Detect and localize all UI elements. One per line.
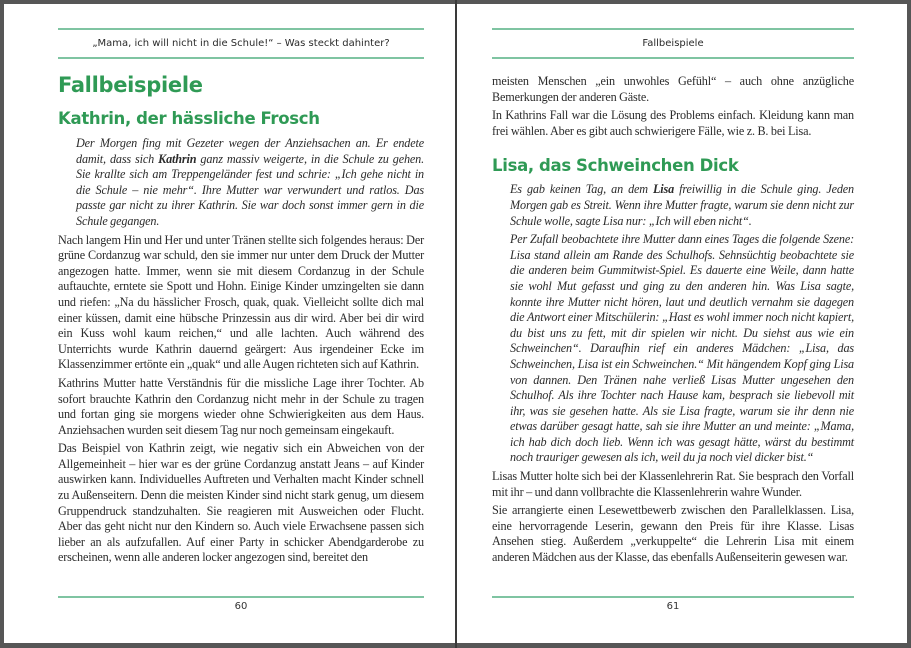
- quote-text: Es gab keinen Tag, an dem: [510, 182, 653, 197]
- case-quote: [76, 136, 424, 230]
- quote-text: Der Morgen fing mit Gezeter wegen der Anziehsachen an. Er endete damit, dass sich: [76, 136, 424, 166]
- paragraph: Lisas Mutter holte sich bei der Klassenlehrerin Rat. Sie besprach den Vorfall mit ihr – und dann vollbrachte die Klassenlehrerin wahre Wunder.: [492, 469, 854, 499]
- page-body: [58, 70, 424, 569]
- paragraph: Nach langem Hin und Her und unter Tränen stellte sich folgendes heraus: Der grüne Cordanzug war schuld, den sie immer nur unter dem Druck der Mutter angezogen hatte. Immer, wenn sie mit diesem Cordanzug in der Schule auftauchte, erntete sie Spott und Hohn. Einige Kinder umzingelten sie dann und riefen: „Na du hässlicher Frosch, quak, quak. Vielleicht sollte dich mal einer küssen, damit eine hübsche Prinzessin aus dir wird. Aber bei dir wird ein Kuss wohl kaum reichen,“ und alle lachten. Auch während des Unterrichts wurde Kathrin dauernd geärgert: Aus irgendeiner Ecke im Klassenzimmer ertönte ein „quak“ und alle Augen richteten sich auf Kathrin.: [58, 232, 424, 372]
- left-page: [4, 4, 455, 643]
- running-head: Fallbeispiele: [492, 28, 854, 59]
- right-page: [457, 4, 907, 643]
- case-quote: Per Zufall beobachtete ihre Mutter dann eines Tages die folgende Szene: Lisa stand allein am Rande des Schulhofs. Sehnsüchtig beobachtete sie die anderen beim Gummitwist-Spiel. Es dauerte eine Weile, dann hatte sie wohl Mut gefasst und ging zu den anderen hin. Was Lisa sagte, konnte ihre Mutter nicht hören, laut und deutlich vernahm sie dagegen die Antwort einer Mitschülerin: „Hast es wohl immer noch nicht kapiert, du bist uns zu fett, mit dir spielen wir nicht. Du siehst aus wie ein Schweinchen“. Daraufhin rief ein anderes Mädchen: „Lisa, das Schweinchen, Lisa ist ein Schweinchen.“ Mit hängendem Kopf ging Lisa von dannen. Den Tränen nahe verließ Lisas Mutter ungesehen den Schulhof. Als ihre Tochter nach Hause kam, besprach sie liebevoll mit ihr, was sie gesehen hatte. Als sie Lisa fragte, warum sie ihr denn nie etwas darüber gesagt hatte, sah sie ihre Mutter an und meinte: „Mama, ich hab dich doch lieb. Wenn ich was gesagt hätte, wärst du bestimmt noch trauriger gewesen als ich, weil du ja noch viel dicker bist.“: [510, 232, 854, 465]
- running-head: „Mama, ich will nicht in die Schule!“ – Was steckt dahinter?: [58, 28, 424, 59]
- page-number: 60: [234, 601, 248, 612]
- chapter-title: Fallbeispiele: [58, 73, 203, 97]
- quote-text: freiwillig in die Schule ging. Jeden Morgen gab es Streit. Wenn ihre Mutter fragte, warum sie denn nicht zur Schule wolle, sagte Lisa nur: „Ich will eben nicht“.: [510, 182, 854, 228]
- paragraph: Sie arrangierte einen Lesewettbewerb zwischen den Parallelklassen. Lisa, eine hervorragende Leserin, gewann den Preis für ihre Klasse. Lisas Ansehen stieg. Außerdem „verkuppelte“ die Lehrerin Lisa mit einem anderen Mädchen aus der Klasse, das ebenfalls Außenseiterin gewesen war.: [492, 503, 854, 565]
- paragraph: In Kathrins Fall war die Lösung des Problems einfach. Kleidung kann man frei wählen. Aber es gibt auch schwierigere Fälle, wie z. B. bei Lisa.: [492, 108, 854, 138]
- footer-rule: [492, 596, 854, 598]
- case-quote: [510, 182, 854, 229]
- footer-rule: [58, 596, 424, 598]
- paragraph: Das Beispiel von Kathrin zeigt, wie negativ sich ein Abweichen von der Allgemeinheit – hier war es der grüne Cordanzug anstatt Jeans – auf Kinder auswirken kann. Individuelles Auftreten und Verhalten macht Kinder schnell zu Außenseitern. Denn die meisten Kinder sind nicht stark genug, um diesem Gruppendruck standzuhalten. Sie reagieren mit Ausweichen oder Flucht. Aber das geht nicht nur den Kindern so. Auch viele Erwachsene passen sich lieber an als aufzufallen. Auf einer Party in schicker Abendgarderobe zu erscheinen, wenn alle anderen locker angezogen sind, bereitet den: [58, 441, 424, 565]
- section-title: Kathrin, der hässliche Frosch: [58, 109, 320, 128]
- paragraph: meisten Menschen „ein unwohles Gefühl“ – auch ohne anzügliche Bemerkungen der anderen Gäste.: [492, 74, 854, 104]
- quote-name: Kathrin: [158, 151, 197, 166]
- quote-text: ganz massiv weigerte, in die Schule zu gehen. Sie krallte sich am Treppengeländer fest und schrie: „Ich gehe nicht in die Schule – nie mehr“. Ihre Mutter war verwundert und ratlos. Das passte gar nicht zu ihrer Kathrin. Sie war doch sonst immer gern in die Schule gegangen.: [76, 151, 424, 228]
- page-body: [492, 74, 854, 569]
- page-number: 61: [666, 601, 680, 612]
- quote-name: Lisa: [653, 182, 675, 197]
- paragraph: Kathrins Mutter hatte Verständnis für die missliche Lage ihrer Tochter. Ab sofort brauchte Kathrin den Cordanzug nicht mehr in der Schule zu tragen und fortan ging sie morgens wieder ohne Schwierigkeiten aus dem Haus. Anziehsachen wurden seit diesem Tag nur noch gemeinsam eingekauft.: [58, 375, 424, 437]
- section-title: Lisa, das Schweinchen Dick: [492, 156, 739, 176]
